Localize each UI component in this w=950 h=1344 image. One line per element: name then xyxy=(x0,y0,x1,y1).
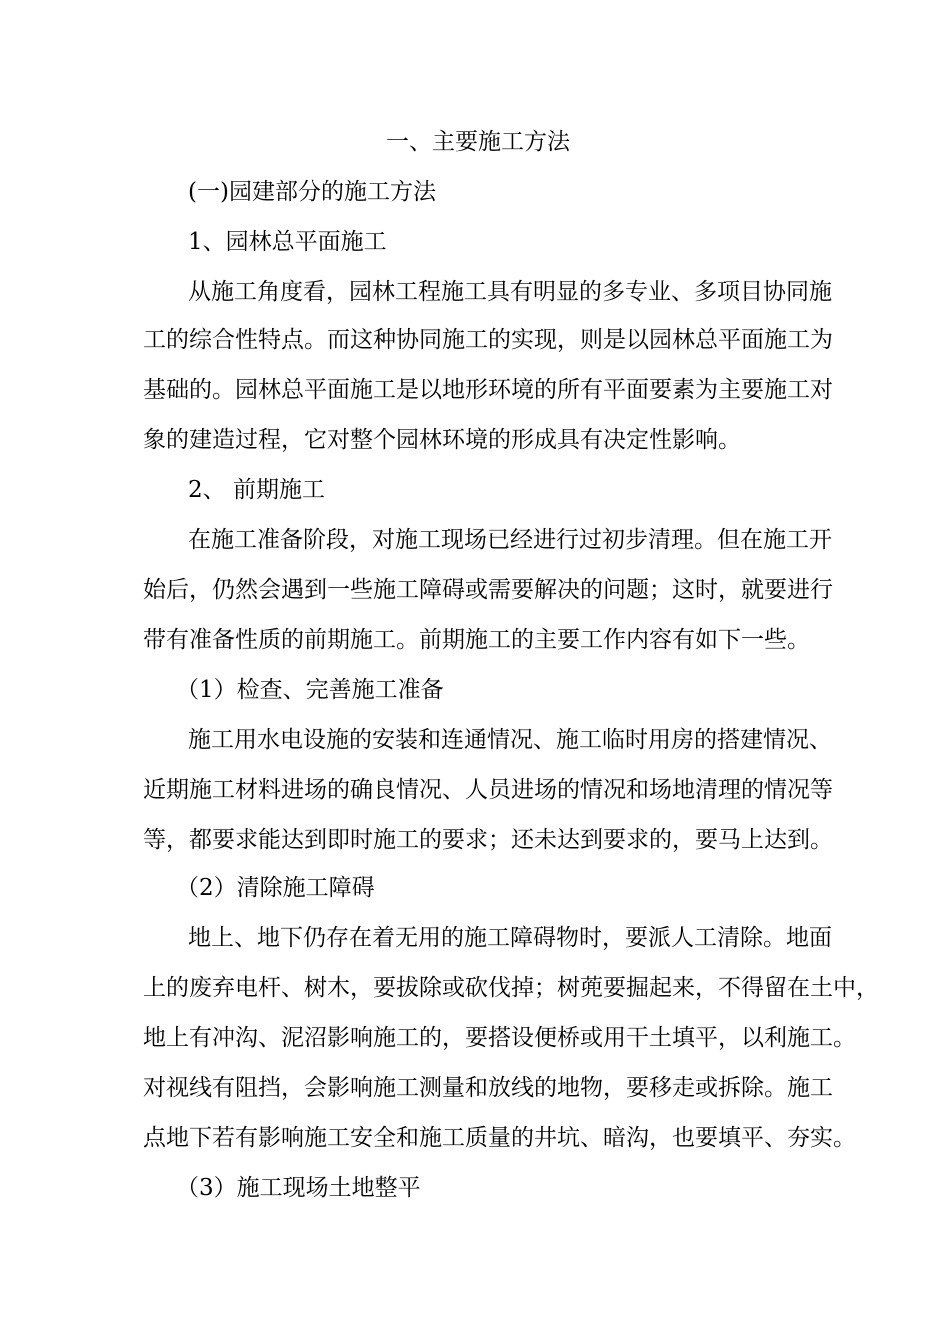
paragraph-line: 象的建造过程，它对整个园林环境的形成具有决定性影响。 xyxy=(143,427,741,453)
paragraph-line: 等，都要求能达到即时施工的要求；还未达到要求的，要马上达到。 xyxy=(143,827,833,853)
item-heading-2: （2）清除施工障碍 xyxy=(176,875,375,901)
paragraph-line: 地上、地下仍存在着无用的施工障碍物时，要派人工清除。地面 xyxy=(188,925,832,951)
paragraph-line: 带有准备性质的前期施工。前期施工的主要工作内容有如下一些。 xyxy=(143,627,810,653)
paragraph-line: 施工用水电设施的安装和连通情况、施工临时用房的搭建情况、 xyxy=(188,727,832,753)
paragraph-line: 工的综合性特点。而这种协同施工的实现，则是以园林总平面施工为 xyxy=(143,327,833,353)
paragraph-line: 在施工准备阶段，对施工现场已经进行过初步清理。但在施工开 xyxy=(188,527,832,553)
item-heading-3: （3）施工现场土地整平 xyxy=(176,1175,421,1201)
page-title: 一、主要施工方法 xyxy=(386,129,570,155)
paragraph-line: 上的废弃电杆、树木，要拔除或砍伐掉；树蔸要掘起来，不得留在土中， xyxy=(143,975,879,1001)
paragraph-line: 对视线有阻挡，会影响施工测量和放线的地物，要移走或拆除。施工 xyxy=(143,1075,833,1101)
subheading-1: 1、园林总平面施工 xyxy=(188,229,387,255)
subheading-2: 2、 前期施工 xyxy=(188,477,325,503)
paragraph-line: 地上有冲沟、泥沼影响施工的，要搭设便桥或用干土填平，以利施工。 xyxy=(143,1025,856,1051)
paragraph-line: 从施工角度看，园林工程施工具有明显的多专业、多项目协同施 xyxy=(188,279,832,305)
section-heading: (一)园建部分的施工方法 xyxy=(188,179,436,205)
paragraph-line: 点地下若有影响施工安全和施工质量的井坑、暗沟，也要填平、夯实。 xyxy=(143,1125,856,1151)
paragraph-line: 始后，仍然会遇到一些施工障碍或需要解决的问题；这时，就要进行 xyxy=(143,577,833,603)
paragraph-line: 基础的。园林总平面施工是以地形环境的所有平面要素为主要施工对 xyxy=(143,377,833,403)
paragraph-line: 近期施工材料进场的确良情况、人员进场的情况和场地清理的情况等 xyxy=(143,777,833,803)
item-heading-1: （1）检查、完善施工准备 xyxy=(176,677,444,703)
